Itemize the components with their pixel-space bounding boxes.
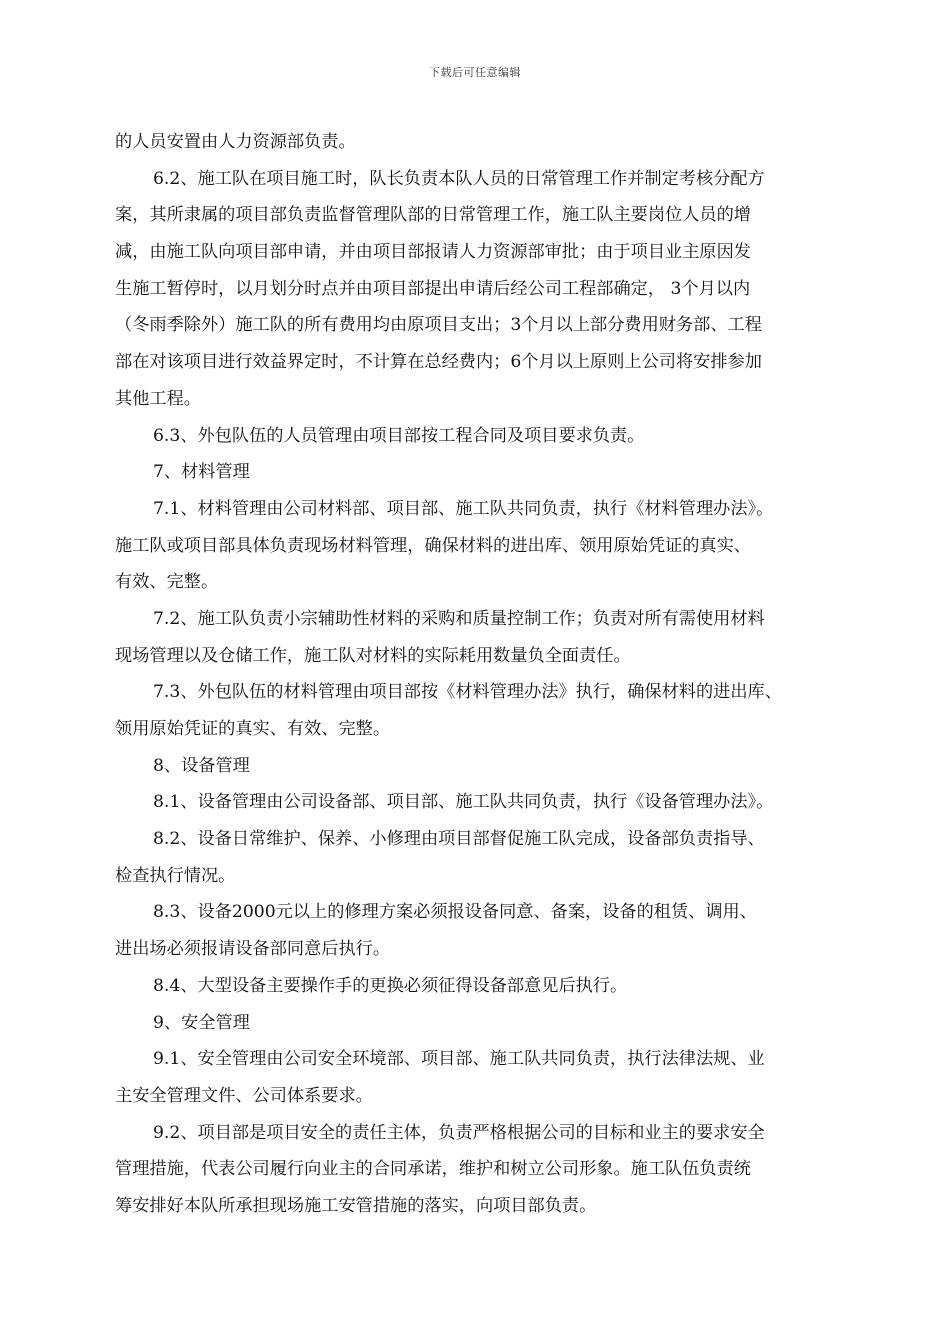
text-line: 9.1、安全管理由公司安全环境部、项目部、施工队共同负责，执行法律法规、业 <box>153 1049 765 1070</box>
text-line: 检查执行情况。 <box>115 865 236 886</box>
text-line: 8、设备管理 <box>153 755 250 776</box>
text-line: 减，由施工队向项目部申请，并由项目部报请人力资源部审批；由于项目业主原因发 <box>115 242 751 263</box>
text-line: 的人员安置由人力资源部负责。 <box>115 132 356 152</box>
text-line: 进出场必须报请设备部同意后执行。 <box>115 939 391 960</box>
text-line: 筹安排好本队所承担现场施工安管措施的落实，向项目部负责。 <box>115 1195 597 1216</box>
text-line: 主安全管理文件、公司体系要求。 <box>115 1085 373 1106</box>
text-line: 6.3、外包队伍的人员管理由项目部按工程合同及项目要求负责。 <box>153 425 645 446</box>
text-line: 8.4、大型设备主要操作手的更换必须征得设备部意见后执行。 <box>153 975 628 996</box>
text-line: 现场管理以及仓储工作，施工队对材料的实际耗用数量负全面责任。 <box>115 645 631 666</box>
text-line: 8.1、设备管理由公司设备部、项目部、施工队共同负责，执行《设备管理办法》。 <box>153 792 774 813</box>
text-line: 部在对该项目进行效益界定时，不计算在总经费内；6个月以上原则上公司将安排参加 <box>115 352 762 373</box>
document-body <box>115 124 845 1225</box>
page-header: 下载后可任意编辑 <box>429 66 521 79</box>
text-line: 有效、完整。 <box>115 572 219 593</box>
text-line: 领用原始凭证的真实、有效、完整。 <box>115 719 391 739</box>
text-line: 管理措施，代表公司履行向业主的合同承诺，维护和树立公司形象。施工队伍负责统 <box>115 1159 751 1180</box>
text-line: 生施工暂停时，以月划分时点并由项目部提出申请后经公司工程部确定， 3个月以内 <box>115 278 751 299</box>
text-line: （冬雨季除外）施工队的所有费用均由原项目支出；3个月以上部分费用财务部、工程 <box>115 315 762 336</box>
text-line: 7.1、材料管理由公司材料部、项目部、施工队共同负责，执行《材料管理办法》。 <box>153 498 774 519</box>
text-line: 7.3、外包队伍的材料管理由项目部按《材料管理办法》执行，确保材料的进出库、 <box>153 682 782 703</box>
text-line: 8.3、设备2000元以上的修理方案必须报设备同意、备案，设备的租赁、调用、 <box>153 902 757 923</box>
text-line: 7、材料管理 <box>153 462 250 483</box>
text-line: 其他工程。 <box>115 388 201 409</box>
text-line: 9、安全管理 <box>153 1012 250 1033</box>
text-line: 施工队或项目部具体负责现场材料管理，确保材料的进出库、领用原始凭证的真实、 <box>115 535 751 556</box>
text-line: 6.2、施工队在项目施工时，队长负责本队人员的日常管理工作并制定考核分配方 <box>153 168 765 189</box>
text-line: 9.2、项目部是项目安全的责任主体，负责严格根据公司的目标和业主的要求安全 <box>153 1122 765 1143</box>
text-line: 8.2、设备日常维护、保养、小修理由项目部督促施工队完成，设备部负责指导、 <box>153 829 765 850</box>
text-line: 案，其所隶属的项目部负责监督管理队部的日常管理工作，施工队主要岗位人员的增 <box>115 205 751 226</box>
text-line: 7.2、施工队负责小宗辅助性材料的采购和质量控制工作；负责对所有需使用材料 <box>153 608 765 629</box>
